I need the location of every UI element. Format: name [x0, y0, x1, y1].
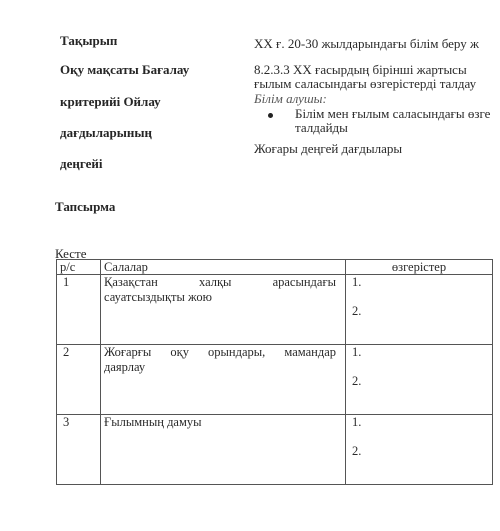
field-line: даярлау — [104, 360, 146, 374]
table-row — [57, 275, 493, 345]
header-field: Салалар — [101, 260, 346, 275]
header-changes: өзгерістер — [346, 260, 493, 275]
knowledge-heading: Білім алушы: — [254, 91, 327, 106]
change-item: 1. — [352, 345, 362, 359]
row-field — [101, 275, 346, 345]
row-num: 1 — [57, 275, 101, 345]
row-num: 3 — [57, 415, 101, 485]
header-num: р/с — [57, 260, 101, 275]
level-label: деңгейі — [60, 156, 103, 171]
row-num: 2 — [57, 345, 101, 415]
objective-line-1: 8.2.3.3 XX ғасырдың бірінші жартысы — [254, 62, 467, 77]
bullet-line-2: талдайды — [295, 120, 348, 135]
topic-value: XX ғ. 20-30 жылдарындағы білім беру ж — [254, 36, 479, 51]
field-line: сауатсыздықты жою — [104, 290, 212, 304]
skills-label: дағдыларының — [60, 125, 153, 140]
task-heading: Тапсырма — [55, 199, 116, 214]
table-caption: Кесте — [55, 246, 87, 261]
table-row — [57, 345, 493, 415]
row-field — [101, 415, 346, 485]
bullet-icon — [268, 113, 273, 118]
changes-table — [56, 259, 493, 485]
topic-label: Тақырып — [60, 33, 118, 48]
change-item: 2. — [352, 374, 362, 388]
field-line: Жоғарғы оқу орындары, мамандар — [104, 345, 336, 359]
change-item: 2. — [352, 444, 362, 458]
row-changes — [346, 275, 493, 345]
table-row — [57, 415, 493, 485]
change-item: 1. — [352, 275, 362, 289]
table-header-row — [57, 260, 493, 275]
objective-label: Оқу мақсаты Бағалау — [60, 62, 190, 77]
objective-line-2: ғылым саласындағы өзгерістерді талдау — [254, 76, 477, 91]
change-item: 2. — [352, 304, 362, 318]
skill-level-value: Жоғары деңгей дағдылары — [254, 141, 403, 156]
row-field — [101, 345, 346, 415]
change-item: 1. — [352, 415, 362, 429]
criterion-label: критерийі Ойлау — [60, 94, 161, 109]
bullet-line-1: Білім мен ғылым саласындағы өзге — [295, 106, 491, 121]
row-changes — [346, 345, 493, 415]
field-line: Ғылымның дамуы — [104, 415, 202, 429]
field-line: Қазақстан халқы арасындағы — [104, 275, 336, 289]
row-changes — [346, 415, 493, 485]
